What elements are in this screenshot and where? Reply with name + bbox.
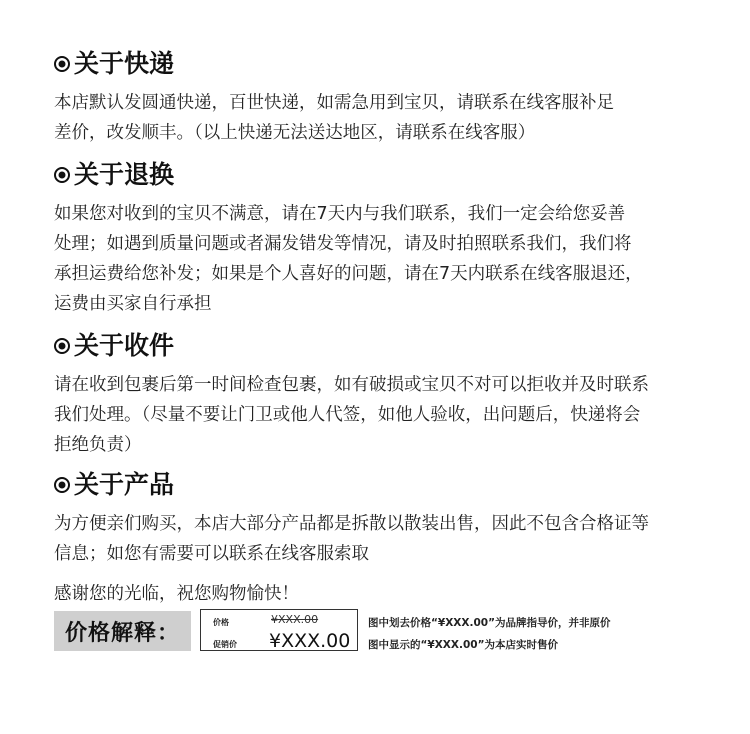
original-price-key: 价格 [213,618,229,627]
promo-price-row [201,630,357,650]
body-line: 本店默认发圆通快递，百世快递，如需急用到宝贝，请联系在线客服补足 [54,93,614,113]
body-line: 信息；如您有需要可以联系在线客服索取 [54,544,369,564]
circle-bullet-icon [54,338,70,354]
body-line: 我们处理。（尽量不要让门卫或他人代签，如他人验收，出问题后，快递将会 [54,405,641,425]
section-body [54,509,734,569]
original-price-row [201,610,357,630]
promo-price-value: ¥XXX.00 [269,630,351,652]
thanks-message: 感谢您的光临，祝您购物愉快！ [54,584,299,604]
price-note-strikethrough: 图中划去价格“¥XXX.00”为品牌指导价，并非原价 [368,617,611,629]
body-line: 运费由买家自行承担 [54,294,212,314]
price-explanation-label: 价格解释： [54,611,191,651]
section-heading [54,330,734,362]
price-sample-box [200,609,358,651]
circle-bullet-icon [54,56,70,72]
promo-price-key: 促销价 [213,640,237,649]
section-heading [54,159,734,191]
section-heading [54,48,734,80]
section-body [54,370,734,460]
section-heading [54,469,734,501]
section-body [54,88,734,148]
section-title: 关于收件 [74,331,175,360]
section-products [54,469,734,569]
section-returns [54,159,734,319]
section-express [54,48,734,148]
section-receiving [54,330,734,460]
circle-bullet-icon [54,167,70,183]
body-line: 差价，改发顺丰。（以上快递无法送达地区，请联系在线客服） [54,123,536,143]
body-line: 如果您对收到的宝贝不满意，请在7天内与我们联系，我们一定会给您妥善 [54,204,626,224]
body-line: 请在收到包裹后第一时间检查包裹，如有破损或宝贝不对可以拒收并及时联系 [54,375,649,395]
body-line: 处理；如遇到质量问题或者漏发错发等情况，请及时拍照联系我们，我们将 [54,234,632,254]
price-note-actual: 图中显示的“¥XXX.00”为本店实时售价 [368,639,558,651]
section-body [54,199,734,319]
body-line: 为方便亲们购买，本店大部分产品都是拆散以散装出售，因此不包含合格证等 [54,514,649,534]
section-title: 关于快递 [74,49,175,78]
circle-bullet-icon [54,477,70,493]
section-title: 关于退换 [74,160,175,189]
original-price-value: ¥XXX.00 [271,613,319,626]
body-line: 拒绝负责） [54,435,142,455]
section-title: 关于产品 [74,470,175,499]
body-line: 承担运费给您补发；如果是个人喜好的问题，请在7天内联系在线客服退还， [54,264,643,284]
